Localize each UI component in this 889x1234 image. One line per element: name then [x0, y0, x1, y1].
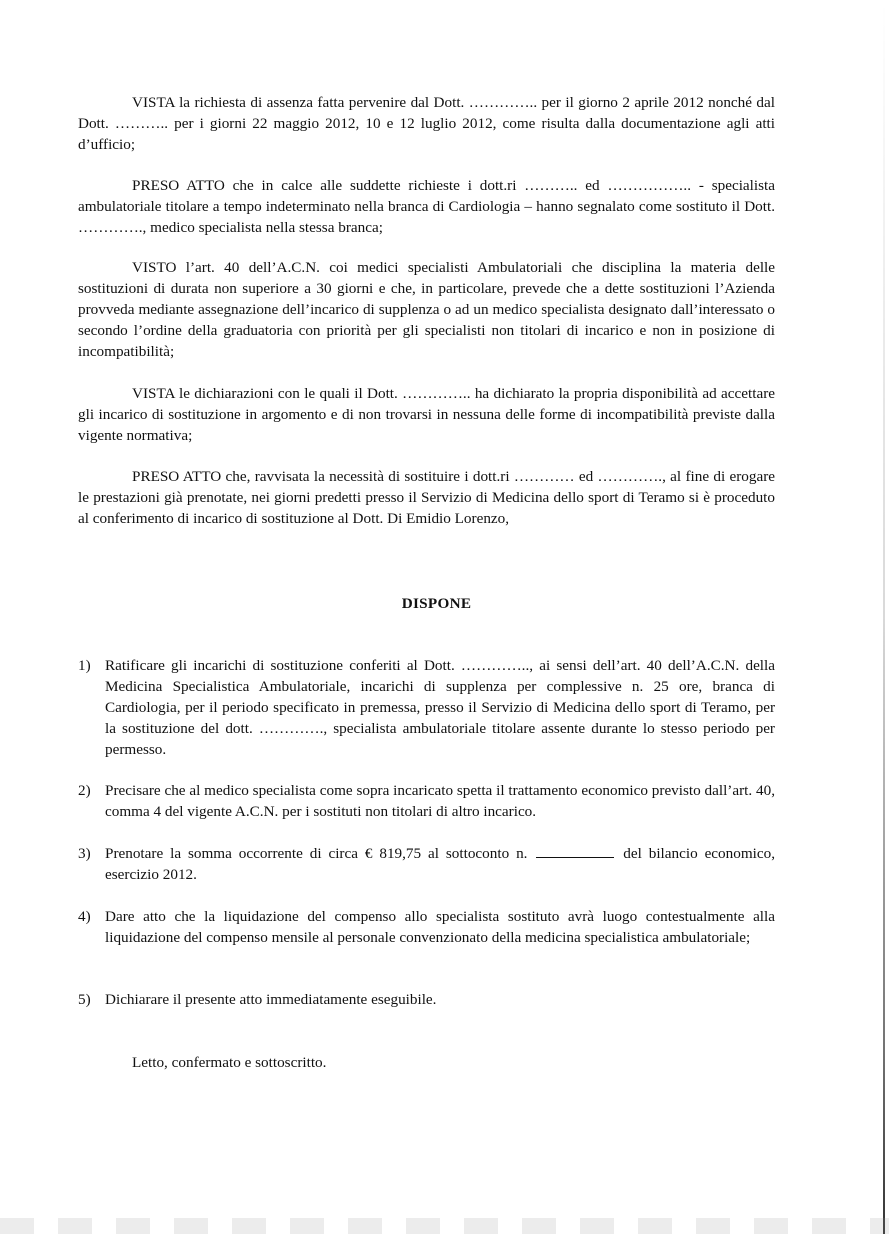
paragraph-vista-dichiarazioni: VISTA le dichiarazioni con le quali il Dott. ………….. ha dichiarato la propria disponibilità ad accettare gli incarico di sostituzione in argomento e di non trovarsi in nessuna delle forme di incompatibilità previste dalla vigente normativa; — [78, 385, 775, 444]
closing-statement: Letto, confermato e sottoscritto. — [132, 1054, 327, 1071]
list-item-number: 3) — [78, 845, 91, 862]
blank-line-field — [536, 843, 614, 858]
list-item-text-after-blank: del bilancio economico, esercizio 2012. — [105, 845, 775, 883]
list-item-text: Dare atto che la liquidazione del compenso allo specialista sostituto avrà luogo contestualmente alla liquidazione del compenso mensile al personale convenzionato della medicina specialistica ambulatoriale; — [105, 908, 775, 946]
list-item-text: Dichiarare il presente atto immediatamente eseguibile. — [105, 991, 437, 1008]
paragraph-visto-art40: VISTO l’art. 40 dell’A.C.N. coi medici specialisti Ambulatoriali che disciplina la materia delle sostituzioni di durata non superiore a 30 giorni e che, in particolare, prevede che a dette sostituzioni l’Azienda provveda mediante assegnazione dell’incarico di supplenza o ad un medico specialista designato dall’interessato o secondo l’ordine della graduatoria con priorità per gli specialisti non titolari di incarico e non in posizione di incompatibilità; — [78, 259, 775, 360]
list-item-number: 5) — [78, 991, 91, 1008]
list-item-number: 2) — [78, 782, 91, 799]
scan-edge-line — [883, 0, 885, 1234]
list-item-number: 4) — [78, 908, 91, 925]
list-item-text-before-blank: Prenotare la somma occorrente di circa € 819,75 al sottoconto n. — [105, 845, 528, 862]
paragraph-preso-atto-conferimento: PRESO ATTO che, ravvisata la necessità di sostituire i dott.ri ………… ed …………., al fine di erogare le prestazioni già prenotate, nei giorni predetti presso il Servizio di Medicina dello sport di Teramo si è proceduto al conferimento di incarico di sostituzione al Dott. Di Emidio Lorenzo, — [78, 468, 775, 527]
section-heading-dispone: DISPONE — [401, 595, 472, 612]
scan-bottom-artifact — [0, 1218, 889, 1234]
list-item-text — [105, 843, 775, 885]
paragraph-vista-richiesta: VISTA la richiesta di assenza fatta pervenire dal Dott. ………….. per il giorno 2 aprile 2012 nonché dal Dott. ……….. per i giorni 22 maggio 2012, 10 e 12 luglio 2012, come risulta dalla documentazione agli atti d’ufficio; — [78, 94, 775, 153]
list-item-text: Precisare che al medico specialista come sopra incaricato spetta il trattamento economico previsto dall’art. 40, comma 4 del vigente A.C.N. per i sostituti non titolari di altro incarico. — [105, 782, 775, 820]
list-item-text: Ratificare gli incarichi di sostituzione conferiti al Dott. ………….., ai sensi dell’art. 40 dell’A.C.N. della Medicina Specialistica Ambulatoriale, incarichi di supplenza per complessive n. 25 ore, branca di Cardiologia, per il periodo specificato in premessa, presso il Servizio di Medicina dello sport di Teramo, per la sostituzione del dott. …………., specialista ambulatoriale titolare assente durante lo stesso periodo per permesso. — [105, 657, 775, 758]
list-item-number: 1) — [78, 657, 91, 674]
paragraph-preso-atto-sostituto: PRESO ATTO che in calce alle suddette richieste i dott.ri ……….. ed …………….. - specialista ambulatoriale titolare a tempo indeterminato nella branca di Cardiologia – hanno segnalato come sostituto il Dott. …………., medico specialista nella stessa branca; — [78, 177, 775, 236]
